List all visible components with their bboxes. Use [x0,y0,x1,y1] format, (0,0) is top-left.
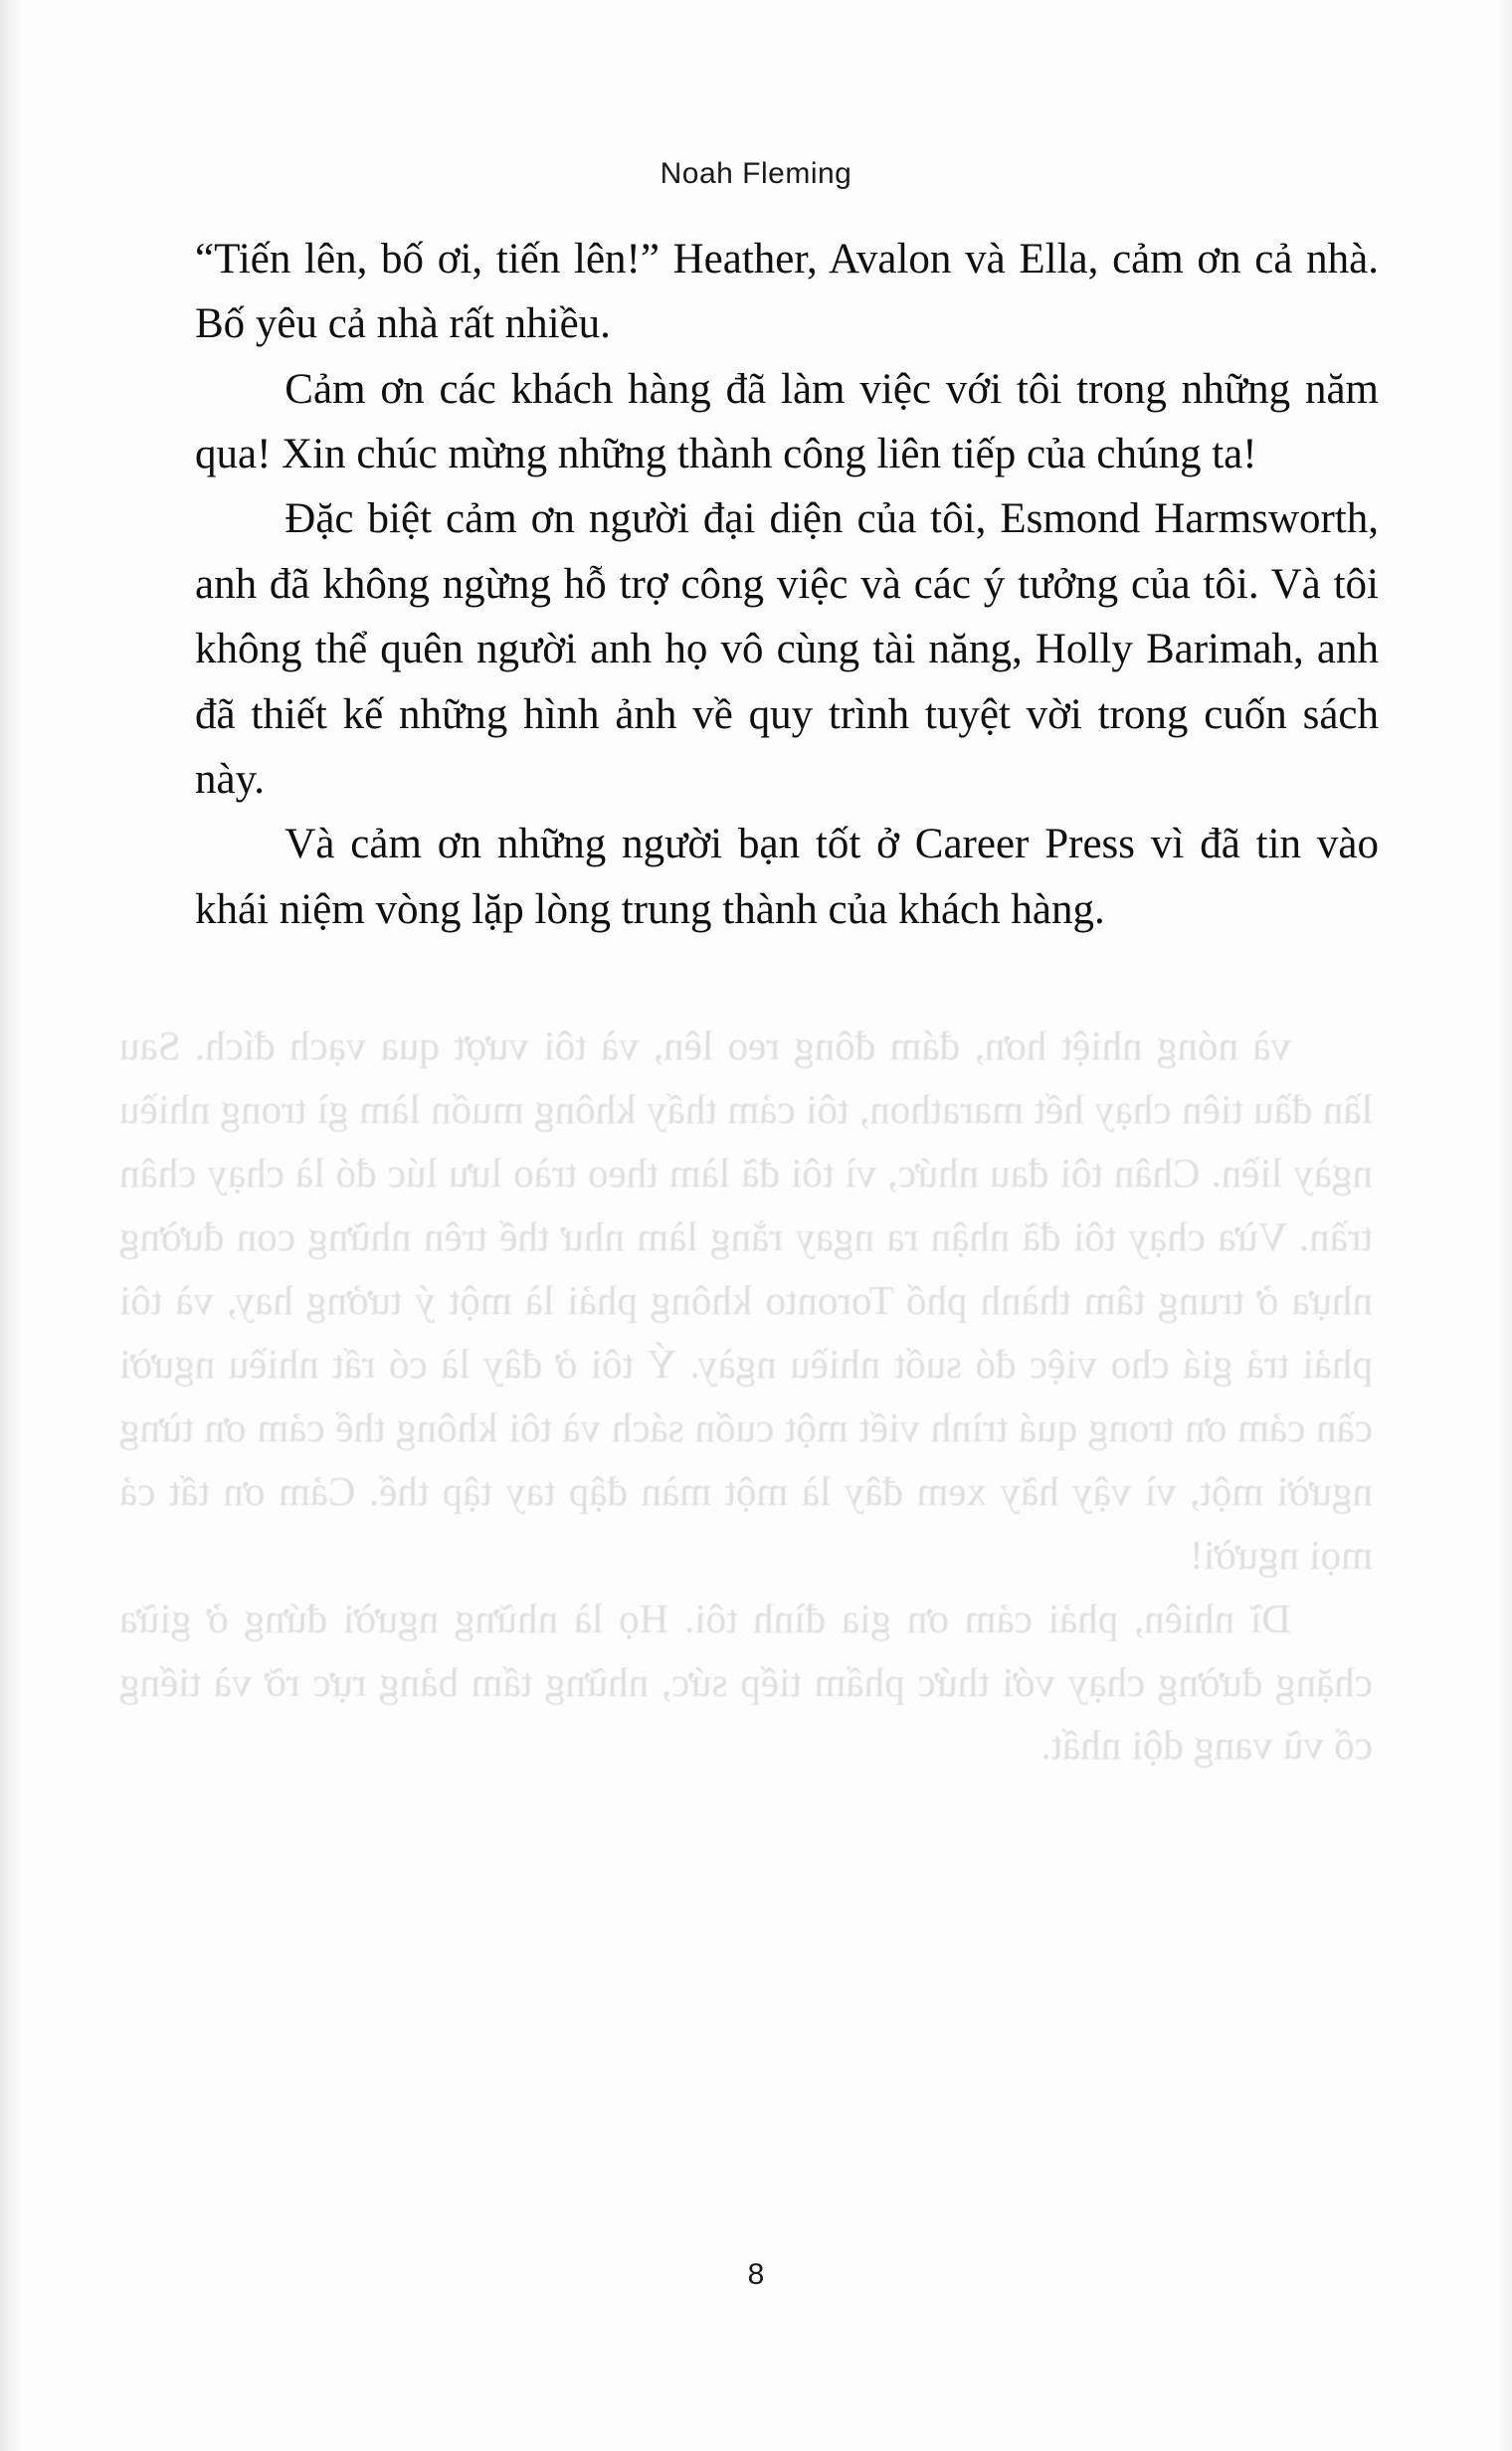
show-through-paragraph: và nóng nhiệt hơn, đám đông reo lên, và tôi vượt qua vạch đích. Sau lần đầu tiên chạy hết marathon, tôi cảm thấy không muốn làm gì trong nhiều ngày liền. Chân tôi đau nhức, vì tôi đã làm theo trào lưu lúc đó là chạy chân trần. Vừa chạy tôi đã nhận ra ngay rằng làm như thế trên những con đường nhựa ở trung tâm thành phố Toronto không phải là một ý tưởng hay, và tôi phải trả giá cho việc đó suốt nhiều ngày. Ý tôi ở đây là có rất nhiều người cần cảm ơn trong quá trình viết một cuốn sách và tôi không thể cảm ơn từng người một, vì vậy hãy xem đây là một màn đập tay tập thể. Cảm ơn tất cả mọi người! [119,1023,1373,1578]
page-body [195,227,1379,942]
show-through-paragraph: Dĩ nhiên, phải cảm ơn gia đình tôi. Họ là những người đứng ở giữa chặng đường chạy với thức phẩm tiếp sức, những tấm bảng rực rỡ và tiếng cổ vũ vang dội nhất. [119,1595,1373,1769]
running-head: Noah Fleming [660,157,852,190]
paragraph: “Tiến lên, bố ơi, tiến lên!” Heather, Avalon và Ella, cảm ơn cả nhà. Bố yêu cả nhà rất nhiều. [195,236,1379,348]
page-number: 8 [747,2258,765,2291]
paragraph: Đặc biệt cảm ơn người đại diện của tôi, Esmond Harmsworth, anh đã không ngừng hỗ trợ công việc và các ý tưởng của tôi. Và tôi không thể quên người anh họ vô cùng tài năng, Holly Barimah, anh đã thiết kế những hình ảnh về quy trình tuyệt vời trong cuốn sách này. [195,495,1379,803]
page-show-through [119,1015,1373,1778]
paragraph: Cảm ơn các khách hàng đã làm việc với tôi trong những năm qua! Xin chúc mừng những thành công liên tiếp của chúng ta! [195,365,1379,478]
paragraph: Và cảm ơn những người bạn tốt ở Career Press vì đã tin vào khái niệm vòng lặp lòng trung thành của khách hàng. [195,821,1379,933]
